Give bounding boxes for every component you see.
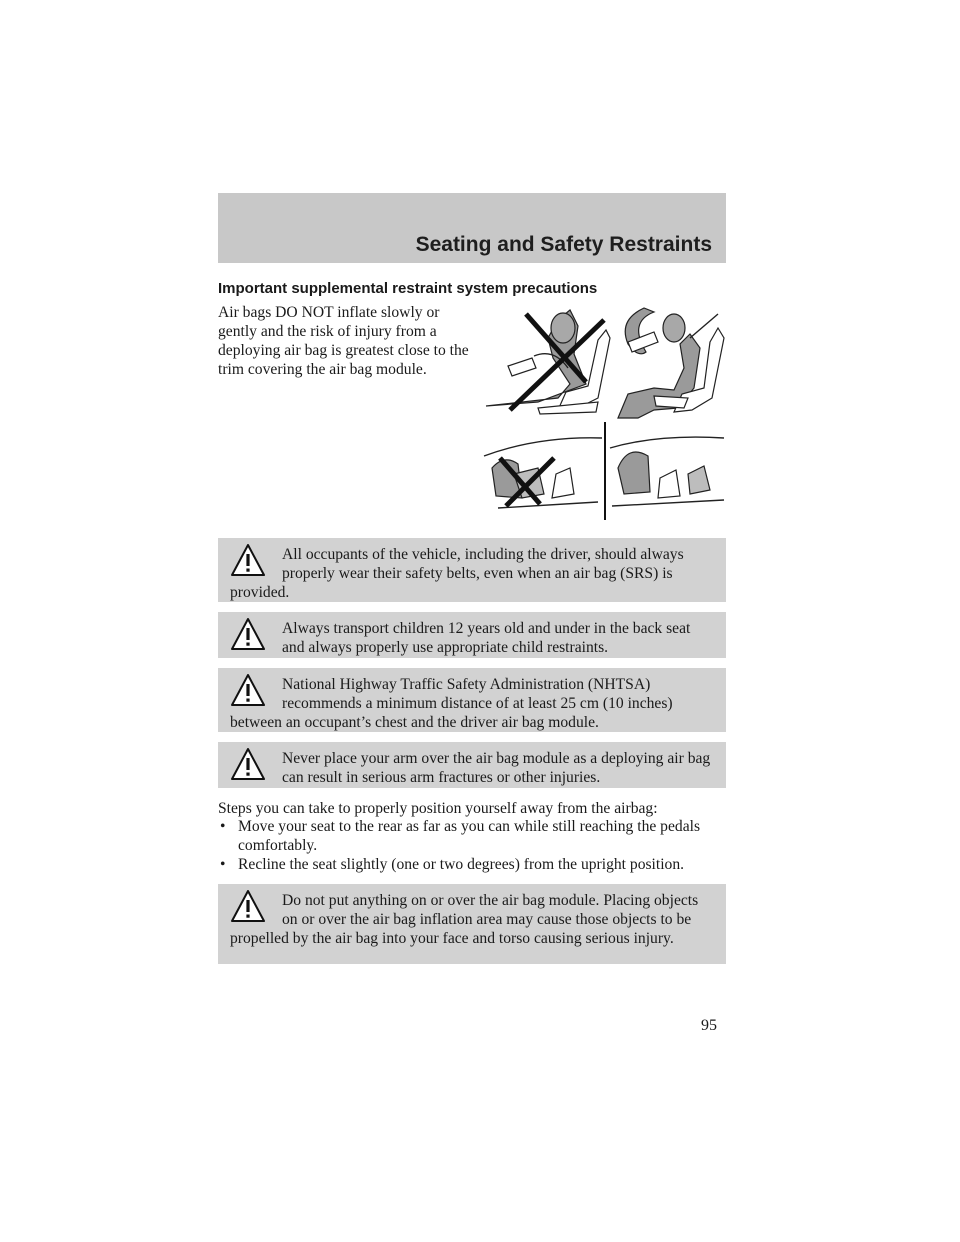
- warning-text: National Highway Traffic Safety Administration (NHTSA) recommends a minimum distance of at least 25 cm (10 inches) between an occupant’s chest and the driver air bag module.: [230, 676, 673, 731]
- list-item-text: Recline the seat slightly (one or two degrees) from the upright position.: [238, 856, 685, 873]
- warning-text: Never place your arm over the air bag module as a deploying air bag can result in serious arm fractures or other injuries.: [282, 750, 711, 786]
- warning-box-children: [218, 612, 726, 658]
- airbag-illustration: [478, 298, 730, 524]
- warning-triangle-icon: [230, 673, 266, 707]
- child-front-seat-illustration: [484, 438, 602, 508]
- warning-text: Do not put anything on or over the air bag module. Placing objects on or over the air bag inflation area may cause those objects to be propelled by the air bag into your face and torso causing serious injury.: [230, 892, 699, 947]
- header-band: [218, 193, 726, 263]
- bullet-icon: •: [220, 818, 226, 835]
- warning-triangle-icon: [230, 543, 266, 577]
- list-item-text: Move your seat to the rear as far as you can while still reaching the pedals comfortably.: [238, 818, 701, 854]
- intro-paragraph: Air bags DO NOT inflate slowly or gently and the risk of injury from a deploying air bag is greatest close to the trim covering the air bag module.: [218, 304, 469, 378]
- warning-box-objects-on-module: [218, 884, 726, 964]
- warning-box-nhtsa-distance: [218, 668, 726, 732]
- page-number: 95: [701, 1017, 717, 1034]
- list-item: [218, 817, 728, 855]
- warning-triangle-icon: [230, 617, 266, 651]
- warning-triangle-icon: [230, 747, 266, 781]
- steps-intro: Steps you can take to properly position yourself away from the airbag:: [218, 800, 658, 817]
- warning-box-arm-placement: [218, 742, 726, 788]
- occupant-proper-position-illustration: [618, 308, 724, 418]
- warning-text: All occupants of the vehicle, including the driver, should always properly wear their safety belts, even when an air bag (SRS) is provided.: [230, 546, 684, 601]
- bullet-icon: •: [220, 856, 226, 873]
- list-item: [218, 855, 728, 874]
- warning-triangle-icon: [230, 889, 266, 923]
- page-header-title: Seating and Safety Restraints: [415, 233, 712, 256]
- section-heading: Important supplemental restraint system precautions: [218, 280, 598, 297]
- child-rear-seat-illustration: [610, 437, 724, 506]
- warning-box-seat-belts: [218, 538, 726, 602]
- occupant-too-close-illustration: [486, 310, 610, 414]
- warning-text: Always transport children 12 years old and under in the back seat and always properly use appropriate child restraints.: [282, 620, 691, 656]
